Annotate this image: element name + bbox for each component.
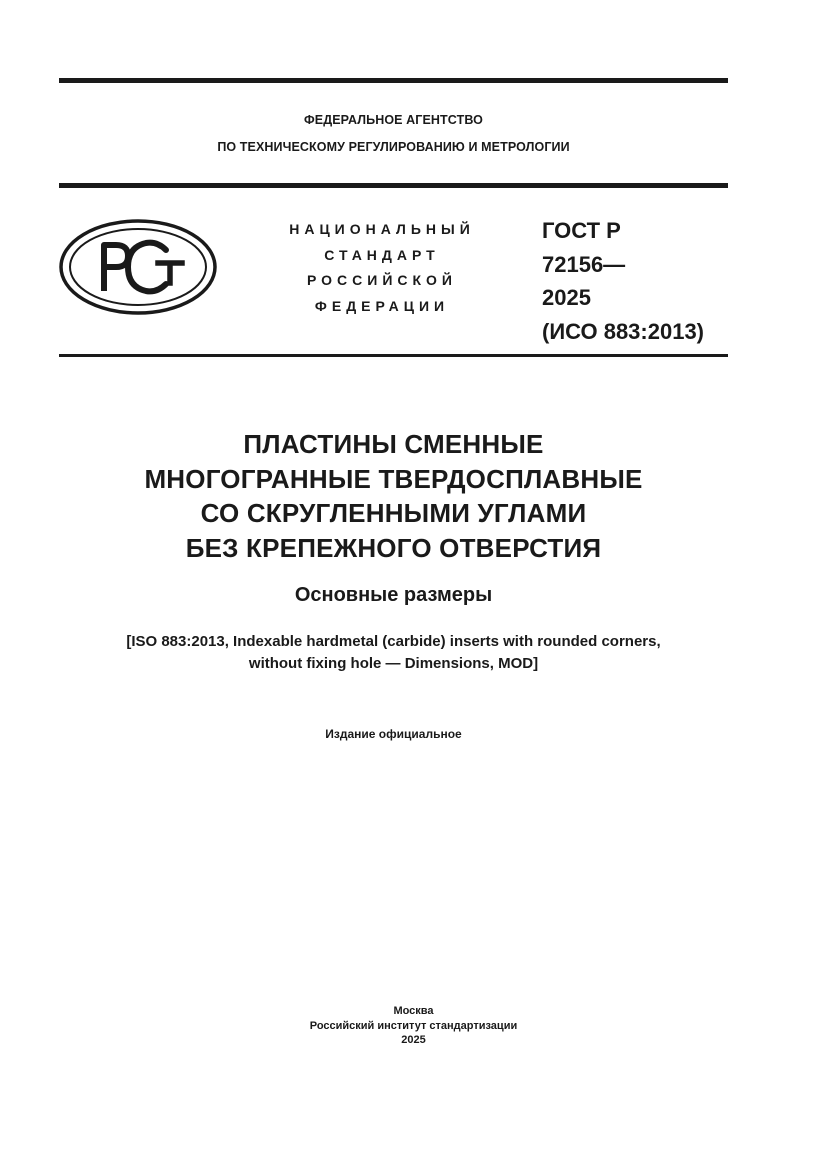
header-bottom-divider bbox=[59, 354, 728, 357]
national-standard-line: ФЕДЕРАЦИИ bbox=[314, 297, 450, 314]
publication-year: 2025 bbox=[401, 1034, 426, 1046]
agency-name-line-1: ФЕДЕРАЛЬНОЕ АГЕНТСТВО bbox=[304, 113, 483, 127]
title-line: БЕЗ КРЕПЕЖНОГО ОТВЕРСТИЯ bbox=[185, 532, 602, 563]
national-standard-line: НАЦИОНАЛЬНЫЙ bbox=[289, 221, 475, 237]
rst-certification-mark-icon bbox=[58, 217, 218, 317]
edition-label: Издание официальное bbox=[325, 727, 462, 741]
title-line: МНОГОГРАННЫЕ ТВЕРДОСПЛАВНЫЕ bbox=[144, 463, 643, 494]
publisher-city: Москва bbox=[393, 1005, 434, 1017]
designation-line: 2025 bbox=[542, 285, 591, 310]
national-standard-line: РОССИЙСКОЙ bbox=[307, 272, 457, 288]
designation-line: (ИСО 883:2013) bbox=[542, 318, 705, 344]
standard-designation bbox=[542, 214, 704, 348]
title-line: ПЛАСТИНЫ СМЕННЫЕ bbox=[243, 429, 544, 459]
national-standard-line: СТАНДАРТ bbox=[324, 246, 440, 263]
header-divider bbox=[59, 183, 728, 188]
agency-name-line-2: ПО ТЕХНИЧЕСКОМУ РЕГУЛИРОВАНИЮ И МЕТРОЛОГИИ bbox=[217, 140, 570, 154]
document-title bbox=[0, 427, 787, 565]
top-divider bbox=[59, 78, 728, 83]
title-line: СО СКРУГЛЕННЫМИ УГЛАМИ bbox=[200, 498, 587, 528]
designation-line: 72156— bbox=[542, 251, 626, 277]
iso-reference-line: without fixing hole — Dimensions, MOD] bbox=[248, 655, 539, 672]
document-subtitle: Основные размеры bbox=[294, 584, 493, 606]
publisher-block bbox=[0, 1004, 827, 1048]
national-standard-label bbox=[268, 217, 496, 319]
iso-reference bbox=[0, 631, 787, 675]
publisher-name: Российский институт стандартизации bbox=[309, 1019, 518, 1032]
designation-line: ГОСТ Р bbox=[542, 218, 621, 243]
iso-reference-line: [ISO 883:2013, Indexable hardmetal (carbide) inserts with rounded corners, bbox=[126, 633, 661, 650]
